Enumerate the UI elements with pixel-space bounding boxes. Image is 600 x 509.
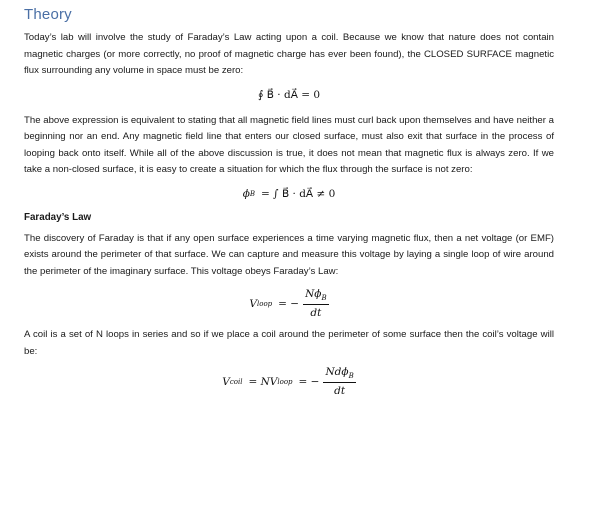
coil-voltage-lhs: V <box>222 375 230 388</box>
coil-voltage-numerator: Ndϕ <box>325 366 349 379</box>
loop-voltage-lhs-sub: loop <box>256 299 273 308</box>
faraday-paragraph: The discovery of Faraday is that if any open surface experiences a time varying magnetic flux, then a net voltage (or EMF) exists around the perimeter of that surface. We can capture and measure this voltage by laying a single loop of wire around the perimeter of the imaginary surface. This voltage obeys Faraday’s Law: <box>24 232 554 277</box>
coil-voltage-equation <box>24 366 554 397</box>
coil-voltage-op: = − <box>298 375 320 388</box>
coil-paragraph: A coil is a set of N loops in series and so if we place a coil around the perimeter of some surface then the coil’s voltage will be: <box>24 329 554 357</box>
intro-paragraph: Today’s lab will involve the study of Faraday’s Law acting upon a coil. Because we know that nature does not contain magnetic charges (or more correctly, no proof of magnetic charge has ever been found), the CLOSED SURFACE magnetic flux surrounding any volume in space must be zero: <box>24 32 554 76</box>
loop-voltage-lhs: V <box>249 297 257 310</box>
flux-rhs: = ∫ B⃗ · dA⃗ ≠ 0 <box>261 187 336 200</box>
loop-voltage-op: = − <box>278 297 300 310</box>
coil-voltage-lhs-sub: coil <box>229 377 243 386</box>
document-page <box>24 6 554 397</box>
faraday-subheading: Faraday’s Law <box>24 211 92 223</box>
expression-paragraph: The above expression is equivalent to stating that all magnetic field lines must curl back upon themselves and have neither a beginning nor an end. Any magnetic field line that enters our closed surface, must also exit that surface in the process of looping back onto itself. While all of the above discussion is true, it does not mean that magnetic flux is always zero. If we take a non-closed surface, it is easy to create a situation for which the flux through the surface is not zero: <box>24 114 554 175</box>
coil-voltage-mid-sub: loop <box>277 377 293 386</box>
coil-voltage-mid: = NV <box>248 375 278 388</box>
closed-surface-equation-text: ∮ B⃗ · dA⃗ = 0 <box>257 88 321 101</box>
loop-voltage-denominator: dt <box>310 307 322 320</box>
loop-voltage-fraction <box>303 288 329 319</box>
coil-voltage-numerator-sub: B <box>348 372 354 381</box>
loop-voltage-equation <box>24 288 554 319</box>
coil-voltage-denominator: dt <box>334 385 346 398</box>
coil-voltage-fraction <box>323 366 355 397</box>
flux-lhs: ϕ <box>242 187 250 200</box>
flux-lhs-sub: B <box>249 189 256 198</box>
closed-surface-equation <box>24 89 554 101</box>
loop-voltage-numerator: Nϕ <box>305 288 322 300</box>
section-heading: Theory <box>24 6 72 23</box>
loop-voltage-numerator-sub: B <box>321 294 327 303</box>
flux-equation <box>24 188 554 200</box>
